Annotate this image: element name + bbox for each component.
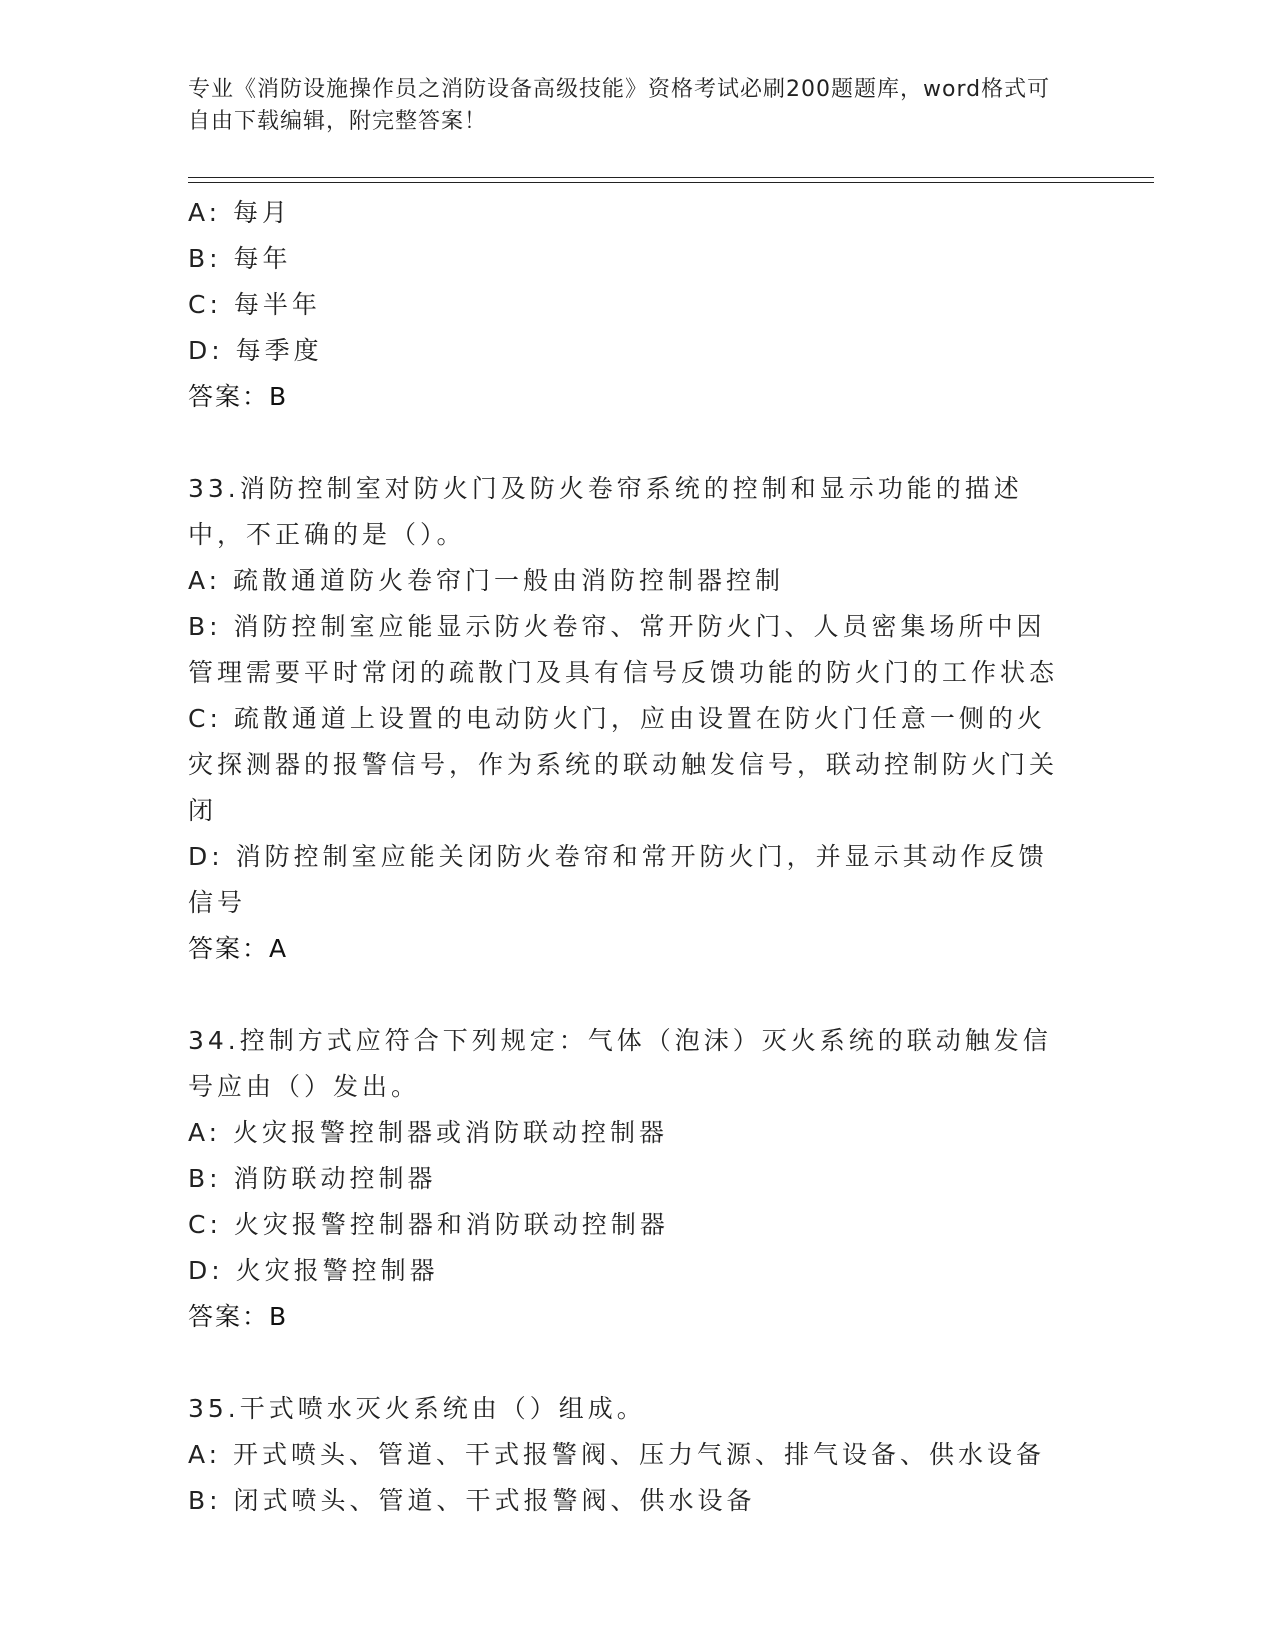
question-33 [188,466,1068,972]
question-32 [188,190,1068,420]
question-34 [188,1018,1068,1340]
option-c: C: 疏散通道上设置的电动防火门，应由设置在防火门任意一侧的火灾探测器的报警信号，作为系统的联动触发信号，联动控制防火门关闭 [188,704,1059,825]
option-a: A: 开式喷头、管道、干式报警阀、压力气源、排气设备、供水设备 [188,1440,1046,1469]
question-list [188,190,1068,1524]
question-text: 34.控制方式应符合下列规定：气体（泡沫）灭火系统的联动触发信号应由（）发出。 [188,1026,1052,1101]
option-d: D: 每季度 [188,336,323,365]
header-rule-top [188,177,1154,178]
option-a: A: 疏散通道防火卷帘门一般由消防控制器控制 [188,566,785,595]
option-d: D: 火灾报警控制器 [188,1256,439,1285]
question-35 [188,1386,1068,1524]
option-d: D: 消防控制室应能关闭防火卷帘和常开防火门，并显示其动作反馈信号 [188,842,1048,917]
answer: 答案：B [188,1302,289,1331]
option-a: A: 火灾报警控制器或消防联动控制器 [188,1118,669,1147]
question-text: 35.干式喷水灭火系统由（）组成。 [188,1394,646,1423]
option-b: B: 消防联动控制器 [188,1164,437,1193]
document-header: 专业《消防设施操作员之消防设备高级技能》资格考试必刷200题题库，word格式可自由下载编辑，附完整答案！ [188,77,1051,134]
option-c: C: 火灾报警控制器和消防联动控制器 [188,1210,669,1239]
option-b: B: 每年 [188,244,292,273]
option-b: B: 消防控制室应能显示防火卷帘、常开防火门、人员密集场所中因管理需要平时常闭的疏散门及具有信号反馈功能的防火门的工作状态 [188,612,1059,687]
option-a: A: 每月 [188,198,292,227]
option-b: B: 闭式喷头、管道、干式报警阀、供水设备 [188,1486,756,1515]
option-c: C: 每半年 [188,290,321,319]
answer: 答案：B [188,382,289,411]
question-text: 33.消防控制室对防火门及防火卷帘系统的控制和显示功能的描述中，不正确的是（）。 [188,474,1023,549]
header-rule-bottom [188,182,1154,183]
answer: 答案：A [188,934,289,963]
